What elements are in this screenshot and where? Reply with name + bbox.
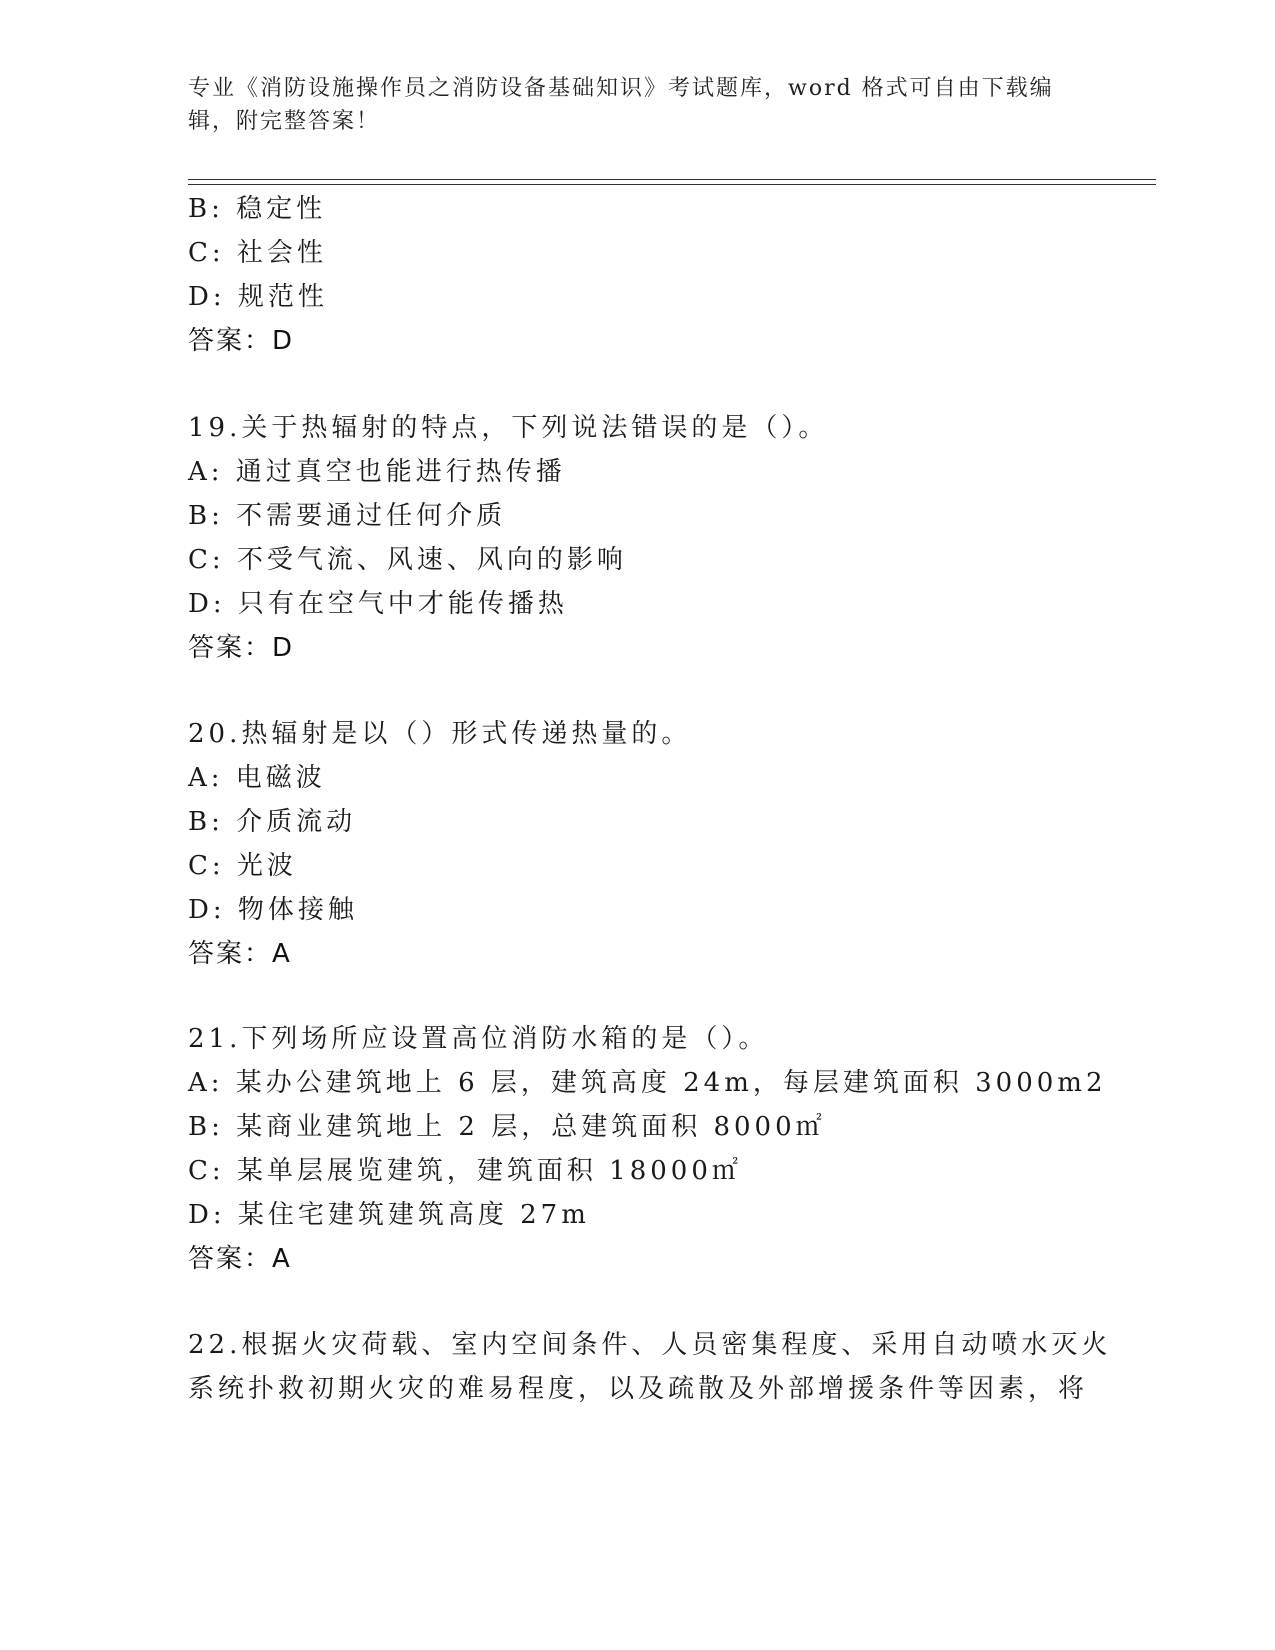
question-stem: 20.热辐射是以（）形式传递热量的。 [188,719,692,749]
question-stem: 19.关于热辐射的特点，下列说法错误的是（）。 [188,413,829,443]
header-line-2: 辑，附完整答案！ [188,109,381,134]
header-line-1: 专业《消防设施操作员之消防设备基础知识》考试题库，word 格式可自由下载编 [188,76,1054,101]
option-a: A: 通过真空也能进行热传播 [188,457,566,487]
option-a: A: 电磁波 [188,763,326,793]
question-stem-line-1: 22.根据火灾荷载、室内空间条件、人员密集程度、采用自动喷水灭火 [188,1330,1112,1360]
option-c: C: 某单层展览建筑，建筑面积 18000㎡ [188,1156,742,1186]
document-header [188,72,1088,138]
option-d: D: 某住宅建筑建筑高度 27m [188,1200,590,1230]
option-d: D: 规范性 [188,282,328,312]
option-a: A: 某办公建筑地上 6 层，建筑高度 24m，每层建筑面积 3000m2 [188,1068,1107,1098]
option-b: B: 稳定性 [188,194,327,224]
option-b: B: 不需要通过任何介质 [188,501,507,531]
answer: 答案：A [188,1244,292,1274]
option-b: B: 介质流动 [188,807,357,837]
option-c: C: 光波 [188,851,297,881]
answer: 答案：A [188,939,292,969]
header-divider-bottom [188,184,1156,185]
option-b: B: 某商业建筑地上 2 层，总建筑面积 8000㎡ [188,1112,826,1142]
option-d: D: 只有在空气中才能传播热 [188,589,568,619]
question-stem: 21.下列场所应设置高位消防水箱的是（）。 [188,1024,769,1054]
question-stem-line-2: 系统扑救初期火灾的难易程度，以及疏散及外部增援条件等因素，将 [188,1374,1089,1404]
option-c: C: 社会性 [188,238,327,268]
answer: 答案：D [188,326,295,356]
option-c: C: 不受气流、风速、风向的影响 [188,545,627,575]
answer: 答案：D [188,633,295,663]
header-divider-top [188,179,1156,180]
option-d: D: 物体接触 [188,895,358,925]
